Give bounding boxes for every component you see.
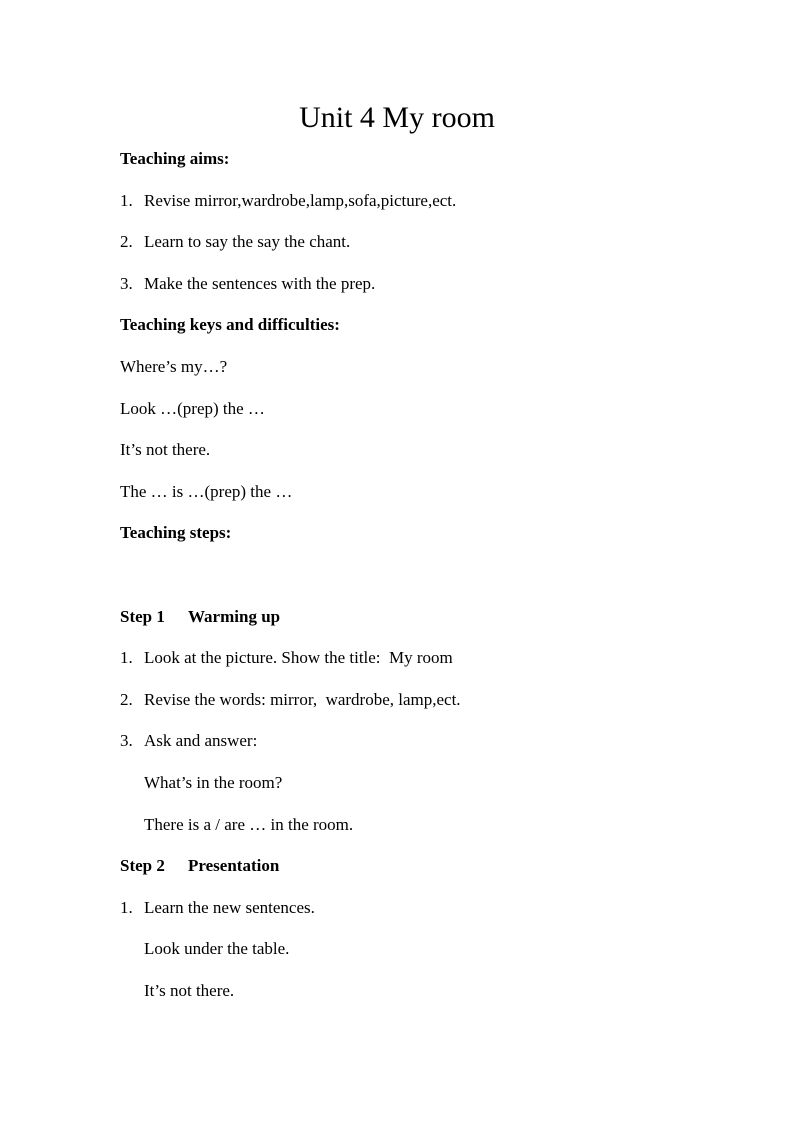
list-number: 2. [120,232,133,251]
list-text: Make the sentences with the prep. [144,274,376,293]
key-line: It’s not there. [120,440,211,459]
step-label: Step 2 [120,856,165,875]
step-1-heading [120,606,280,628]
key-line: The … is …(prep) the … [120,482,293,501]
teaching-steps-heading: Teaching steps: [120,523,232,542]
list-text: Look at the picture. Show the title: My room [144,648,453,667]
list-number: 3. [120,274,133,293]
aims-item-2 [120,231,350,253]
step-2-heading [120,855,279,877]
teaching-aims-heading: Teaching aims: [120,149,230,168]
list-number: 1. [120,898,133,917]
list-text: Learn the new sentences. [144,898,315,917]
aims-item-3 [120,273,375,295]
list-number: 3. [120,731,133,750]
list-text: Ask and answer: [144,731,258,750]
step-name: Presentation [188,856,280,875]
teaching-keys-heading: Teaching keys and difficulties: [120,315,340,334]
step2-item-1 [120,897,315,919]
step2-sub-line: Look under the table. [144,939,290,958]
step1-item-1 [120,647,453,669]
key-line: Look …(prep) the … [120,399,265,418]
key-line: Where’s my…? [120,357,228,376]
step1-item-2 [120,689,461,711]
aims-item-1 [120,190,456,212]
step1-sub-line: There is a / are … in the room. [144,815,354,834]
list-text: Learn to say the say the chant. [144,232,351,251]
step-name: Warming up [188,607,281,626]
list-text: Revise mirror,wardrobe,lamp,sofa,picture,ect. [144,191,457,210]
list-text: Revise the words: mirror, wardrobe, lamp,ect. [144,690,461,709]
list-number: 1. [120,648,133,667]
list-number: 1. [120,191,133,210]
step-label: Step 1 [120,607,165,626]
step1-item-3 [120,730,257,752]
document-title: Unit 4 My room [299,101,495,134]
list-number: 2. [120,690,133,709]
step2-sub-line: It’s not there. [144,981,235,1000]
step1-sub-line: What’s in the room? [144,773,283,792]
